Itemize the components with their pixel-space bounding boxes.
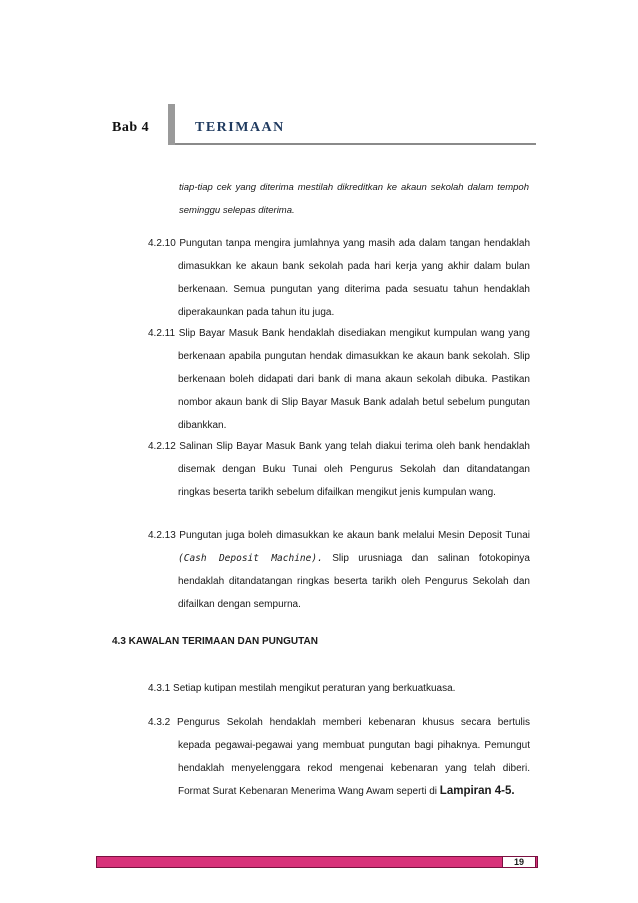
section-heading: 4.3 KAWALAN TERIMAAN DAN PUNGUTAN: [112, 636, 318, 647]
page-number: 19: [502, 856, 536, 868]
paragraph-4-2-11: 4.2.11 Slip Bayar Masuk Bank hendaklah disediakan mengikut kumpulan wang yang berkenaan apabila pungutan hendak dimasukkan ke akaun bank sekolah. Slip berkenaan boleh didapati dari bank di mana akaun sekolah dibuka. Pastikan nombor akaun bank di Slip Bayar Masuk Bank adalah betul sebelum pungutan dibankkan.: [148, 328, 530, 431]
footer-bar: [96, 856, 538, 868]
chapter-title: TERIMAAN: [195, 120, 285, 135]
continuation-text: tiap-tiap cek yang diterima mestilah dikreditkan ke akaun sekolah dalam tempoh seminggu selepas diterima.: [179, 182, 529, 216]
paragraph-4-3-1: 4.3.1 Setiap kutipan mestilah mengikut peraturan yang berkuatkuasa.: [148, 683, 456, 694]
paragraph-4-2-10: 4.2.10 Pungutan tanpa mengira jumlahnya yang masih ada dalam tangan hendaklah dimasukkan ke akaun bank sekolah pada hari kerja yang akhir dalam bulan berkenaan. Semua pungutan yang diterima pada sesuatu tahun hendaklah diperakaunkan pada tahun itu juga.: [148, 238, 530, 318]
paragraph-4-2-13-text-a: 4.2.13 Pungutan juga boleh dimasukkan ke akaun bank melalui Mesin Deposit Tunai: [148, 530, 530, 541]
paragraph-4-2-13-text-c: Slip urusniaga dan salinan fotokopinya hendaklah ditandatangan ringkas beserta tarikh oleh Pengurus Sekolah dan difailkan dengan sempurna.: [178, 553, 530, 610]
chapter-label: Bab 4: [112, 120, 150, 135]
paragraph-4-2-12: 4.2.12 Salinan Slip Bayar Masuk Bank yang telah diakui terima oleh bank hendaklah disemak dengan Buku Tunai oleh Pengurus Sekolah dan ditandatangan ringkas beserta tarikh sebelum difailkan mengikut jenis kumpulan wang.: [148, 441, 530, 498]
lampiran-reference: Lampiran 4-5.: [439, 785, 515, 797]
paragraph-4-2-13: [148, 524, 530, 616]
cash-deposit-machine-term: (Cash Deposit Machine).: [178, 553, 323, 564]
paragraph-4-3-2: [148, 711, 530, 803]
chapter-header-rule: [175, 143, 536, 145]
paragraph-4-3-2-text: 4.3.2 Pengurus Sekolah hendaklah memberi kebenaran khusus secara bertulis kepada pegawai-pegawai yang membuat pungutan bagi pihaknya. Pemungut hendaklah menyelenggara rekod mengenai kebenaran yang telah diberi. Format Surat Kebenaran Menerima Wang Awam seperti di: [148, 717, 530, 797]
chapter-divider-bar: [168, 104, 175, 145]
